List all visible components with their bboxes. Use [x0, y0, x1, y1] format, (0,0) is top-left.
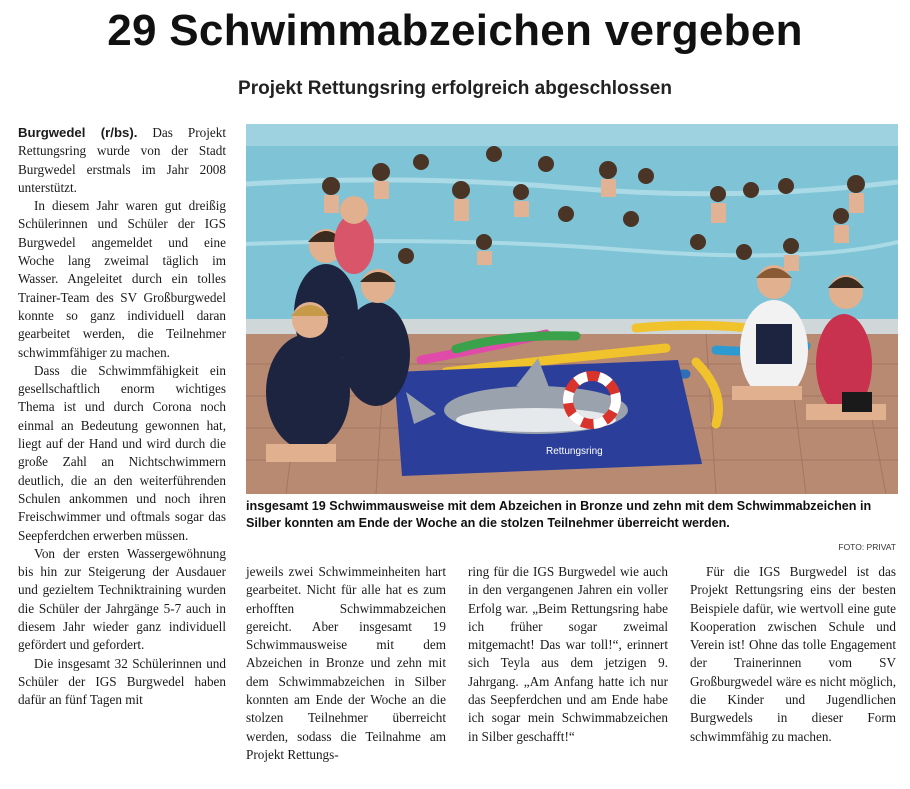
- banner-label: Rettungsring: [546, 446, 603, 457]
- paragraph: jeweils zwei Schwimmeinheiten hart gearbeitet. Nicht für alle hat es zum erhofften Schwimmabzeichen gereicht. Aber insgesamt 19 Schwimmausweise mit dem Abzeichen in Bronze und zehn mit dem Schwimmabzeichen in Silber konnten am Ende der Woche an die stolzen Teilnehmer überreicht werden, sodass die Teilnahme am Projekt Rettungs-: [246, 564, 446, 762]
- subheadline: Projekt Rettungsring erfolgreich abgeschlossen: [238, 78, 672, 99]
- article-column-2: [246, 563, 446, 764]
- paragraph: Dass die Schwimmfähigkeit ein gesellschaftlich enorm wichtiges Thema ist und durch Corona noch einmal an Bedeutung gewonnen hat, liegt auf der Hand und wird durch die große Zahl an Nichtschwimmern deutlich, die an den weiterführenden Schulen ankommen und noch ihren Freischwimmer und oftmals sogar das Seepferdchen erwerben müssen.: [18, 362, 226, 543]
- article-column-1: [18, 124, 226, 710]
- swimming-group-photo: [246, 124, 898, 494]
- paragraph: Für die IGS Burgwedel ist das Projekt Rettungsring eins der besten Beispiele dafür, wie wertvoll eine gute Kooperation zwischen Schule und Verein ist! Ohne das tolle Engagement der Trainerinnen vom SV Großburgwedel wäre es nicht möglich, die Kinder und Jugendlichen Burgwedels in dieser Form schwimmfähig zu machen.: [690, 564, 896, 744]
- paragraph: Von der ersten Wassergewöhnung bis hin zur Steigerung der Ausdauer und gezieltem Techniktraining wurden die Schüler der Jahrgänge 5-7 auch in diesem Jahr wieder ganz individuell gefördert und gefordert.: [18, 545, 226, 653]
- photo-caption: insgesamt 19 Schwimmausweise mit dem Abzeichen in Bronze und zehn mit dem Schwimmabzeichen in Silber konnten am Ende der Woche an die stolzen Teilnehmer überreicht werden.: [246, 499, 872, 530]
- dateline: Burgwedel (r/bs).: [18, 125, 138, 140]
- headline: 29 Schwimmabzeichen vergeben: [107, 6, 803, 55]
- lead-paragraph: [18, 124, 226, 197]
- rettungsring-banner: [394, 358, 702, 476]
- article-column-4: [690, 563, 896, 746]
- paragraph: In diesem Jahr waren gut dreißig Schülerinnen und Schüler der IGS Burgwedel angemeldet und eine Woche lang zweimal täglich im Wasser. Angeleitet durch ein tolles Trainer-Team des SV Großburgwedel konnte so ganz individuell daran gearbeitet werden, die Teilnehmer schwimmfähiger zu machen.: [18, 198, 226, 360]
- paragraph: Die insgesamt 32 Schülerinnen und Schüler der IGS Burgwedel haben dafür an fünf Tagen mit: [18, 655, 226, 708]
- article-column-3: [468, 563, 668, 746]
- lead-text: Das Projekt Rettungsring wurde von der Stadt Burgwedel erstmals im Jahr 2008 unterstützt.: [18, 125, 226, 195]
- paragraph: ring für die IGS Burgwedel wie auch in den vergangenen Jahren ein voller Erfolg war. „Beim Rettungsring habe ich früher sogar zweimal mitgemacht! Das war toll!“, erinnert sich Teyla aus dem jetzigen 9. Jahrgang. „Am Anfang hatte ich nur das Seepferdchen und am Ende habe ich sogar mein Schwimmabzeichen in Silber geschafft!“: [468, 564, 668, 744]
- photo-credit: FOTO: PRIVAT: [838, 542, 896, 552]
- article-photo: [246, 124, 898, 494]
